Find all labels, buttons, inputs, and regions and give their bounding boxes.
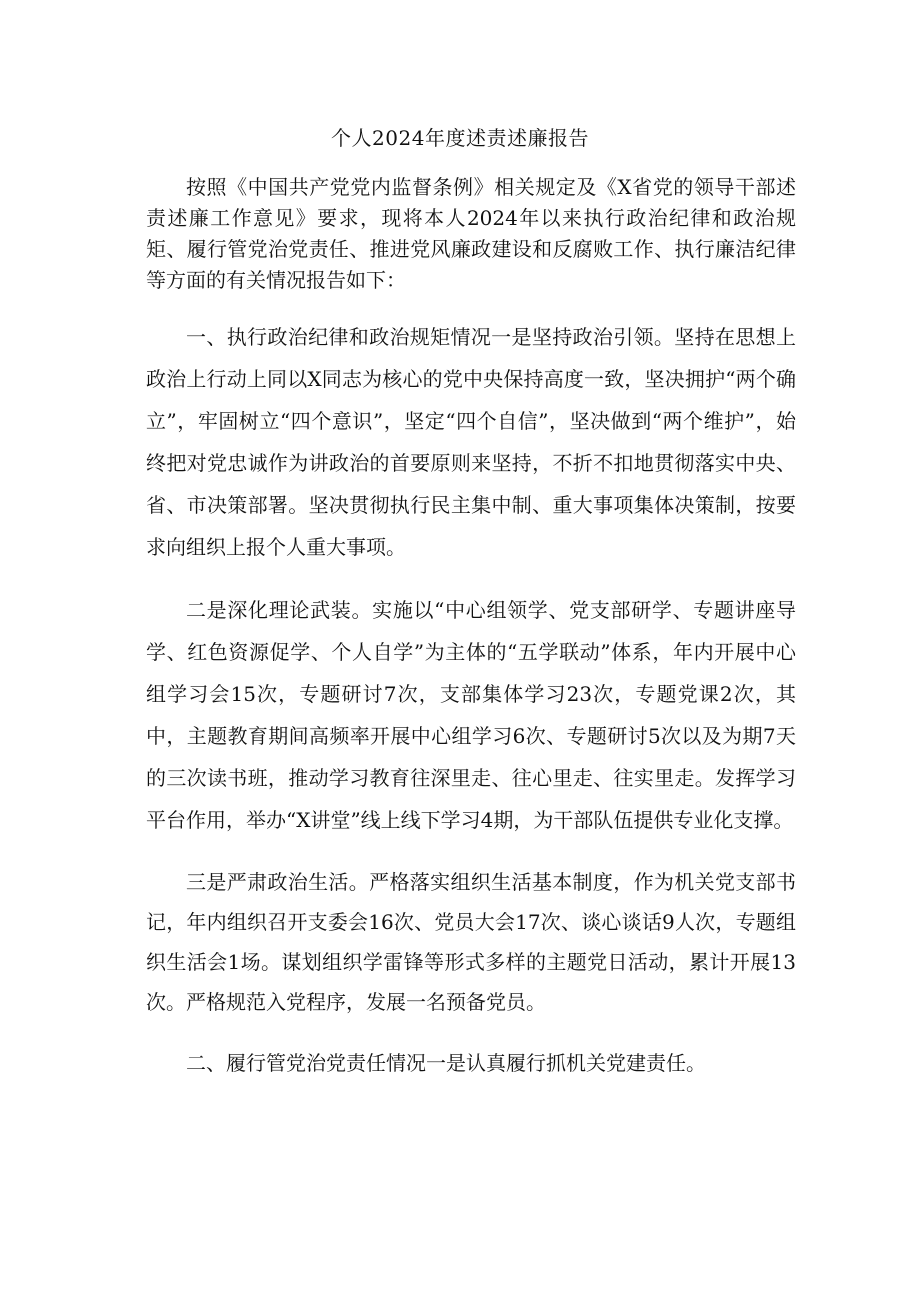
document-title: 个人2024年度述责述廉报告 (331, 126, 589, 150)
paragraph-intro: 按照《中国共产党党内监督条例》相关规定及《X省党的领导干部述责述廉工作意见》要求，现将本人2024年以来执行政治纪律和政治规矩、履行管党治党责任、推进党风廉政建设和反腐败工作、执行廉洁纪律等方面的有关情况报告如下： (146, 175, 796, 292)
paragraph-party-responsibility: 二、履行管党治党责任情况一是认真履行抓机关党建责任。 (186, 1051, 706, 1075)
paragraph-political-life: 三是严肃政治生活。严格落实组织生活基本制度，作为机关党支部书记，年内组织召开支委会16次、党员大会17次、谈心谈话9人次，专题组织生活会1场。谋划组织学雷锋等形式多样的主题党日活动，累计开展13次。严格规范入党程序，发展一名预备党员。 (146, 870, 796, 1014)
document-body (146, 172, 796, 1105)
paragraph-political-discipline: 一、执行政治纪律和政治规矩情况一是坚持政治引领。坚持在思想上政治上行动上同以X同志为核心的党中央保持高度一致，坚决拥护“两个确立”，牢固树立“四个意识”，坚定“四个自信”，坚决做到“两个维护”，始终把对党忠诚作为讲政治的首要原则来坚持，不折不扣地贯彻落实中央、省、市决策部署。坚决贯彻执行民主集中制、重大事项集体决策制，按要求向组织上报个人重大事项。 (146, 325, 796, 559)
paragraph-theory-study: 二是深化理论武装。实施以“中心组领学、党支部研学、专题讲座导学、红色资源促学、个人自学”为主体的“五学联动”体系，年内开展中心组学习会15次，专题研讨7次，支部集体学习23次，专题党课2次，其中，主题教育期间高频率开展中心组学习6次、专题研讨5次以及为期7天的三次读书班，推动学习教育往深里走、往心里走、往实里走。发挥学习平台作用，举办“X讲堂”线上线下学习4期，为干部队伍提供专业化支撑。 (146, 598, 796, 832)
